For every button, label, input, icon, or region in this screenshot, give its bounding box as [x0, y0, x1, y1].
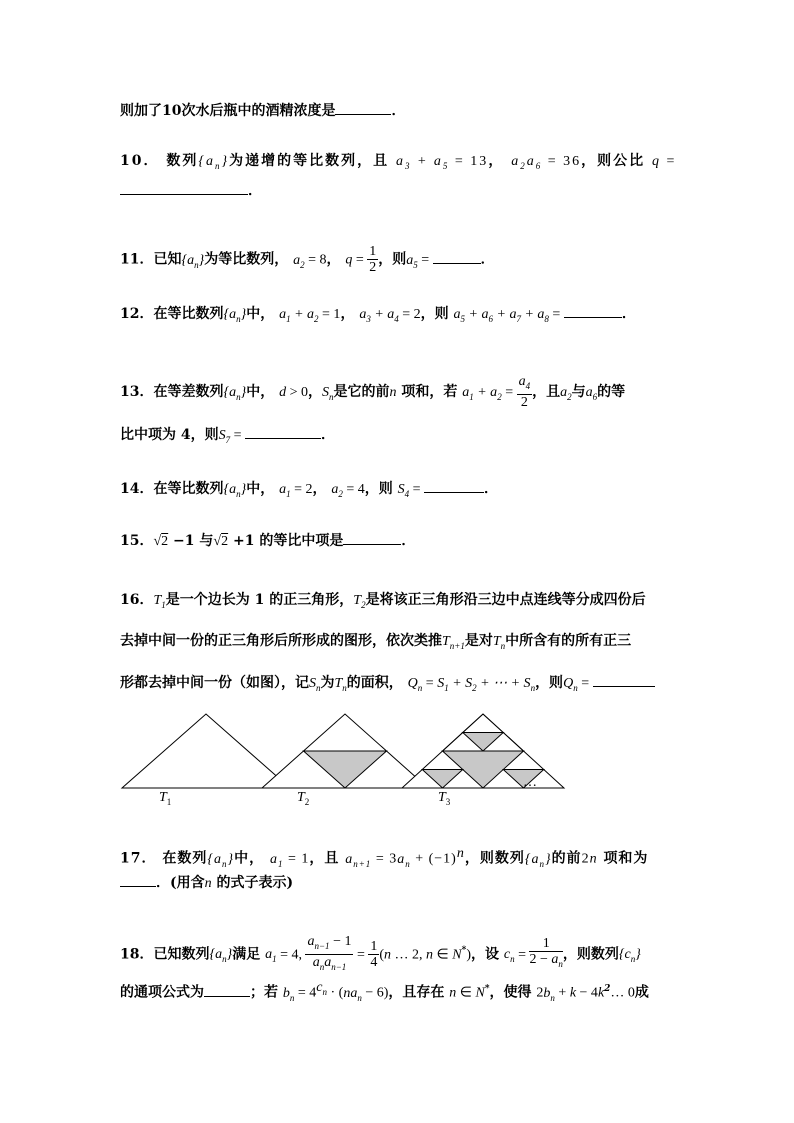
- ellipsis: …: [523, 775, 537, 790]
- question-13-cont: 比中项为 4，则$S_7$ = ．: [120, 427, 336, 445]
- answer-blank: [120, 182, 248, 195]
- answer-blank: [343, 532, 401, 545]
- question-12: 12．在等比数列$\{a_n\}$中， $a_1 + a_2 = 1$， $a_3 + a_4 = 2$，则 $a_5 + a_6 + a_7 + a_8$ = ．: [120, 306, 636, 324]
- label-t3: $T_3$: [438, 790, 451, 807]
- answer-blank: [120, 874, 156, 887]
- question-16: 16．$T_1$是一个边长为 1 的正三角形，$T_2$是将该正三角形沿三边中点连线等分成四份后: [120, 592, 646, 610]
- triangle-t1: [122, 714, 290, 788]
- answer-blank: [593, 674, 655, 687]
- question-13: 13．在等差数列$\{a_n\}$中， d > 0，$S_n$是它的前n 项和，若 $a_1 + a_2$ = $\frac{a_4}{2}$ ，且$a_2$与$a_6$的等: [120, 374, 626, 410]
- question-16-line2: 去掉中间一份的正三角形后所形成的图形，依次类推$T_{n+1}$是对$T_n$中所含有的所有正三: [120, 633, 632, 651]
- question-14: 14．在等比数列$\{a_n\}$中， $a_1 = 2$， $a_2 = 4$，则 $S_4$ = ．: [120, 481, 499, 499]
- question-15: 15．√2 −1 与√2 +1 的等比中项是 ．: [120, 533, 416, 549]
- question-10: 10． 数列$\{a_n\}$为递增的等比数列，且 $a_3 + a_5 = 13$， $a_2a_6 = 36$，则公比 q =: [120, 153, 677, 171]
- label-t2: $T_2$: [297, 790, 310, 807]
- answer-blank: [204, 984, 250, 997]
- question-17-cont: ．(用含n 的式子表示): [120, 872, 293, 892]
- question-10-answer: ．: [120, 180, 262, 200]
- sierpinski-figure: [110, 710, 570, 810]
- answer-blank: [335, 102, 391, 115]
- question-17: 17． 在数列$\{a_n\}$中， $a_1 = 1$，且 $a_{n+1} = 3a_n + (-1)^n$，则数列$\{a_n\}$的前2n 项和为: [120, 846, 649, 869]
- label-t1: $T_1$: [159, 790, 172, 807]
- answer-blank: [433, 251, 481, 264]
- answer-blank: [424, 480, 484, 493]
- answer-blank: [564, 305, 622, 318]
- question-18: 18．已知数列$\{a_n\}$满足 $a_1 = 4$, $\frac{a_{n-1} - 1}{a_na_{n-1}}$ = $\frac{1}{4}$ (n … 2, n ∈ N*)，设 $c_n$ = $\frac{1}{2 - a_n}$ ，则数列$\{c_n\}$: [120, 934, 641, 972]
- question-18-cont: 的通项公式为 ；若 $b_n = 4^{c_n} \cdot (na_n - 6)$，且存在 n ∈ N*，使得 $2b_n + k$ − $4k^2\dots$ 0成: [120, 980, 649, 1003]
- answer-blank: [245, 426, 321, 439]
- q9-tail: 则加了10次水后瓶中的酒精浓度是 ．: [120, 103, 406, 119]
- question-11: 11．已知$\{a_n\}$为等比数列， $a_2 = 8$， q = $\frac{1}{2}$ ，则$a_5$ = ．: [120, 244, 495, 275]
- question-16-line3: 形都去掉中间一份（如图），记$S_n$为$T_n$的面积， $Q_n = S_1 + S_2$ + ⋯ + $S_n$，则$Q_n$ =: [120, 672, 655, 693]
